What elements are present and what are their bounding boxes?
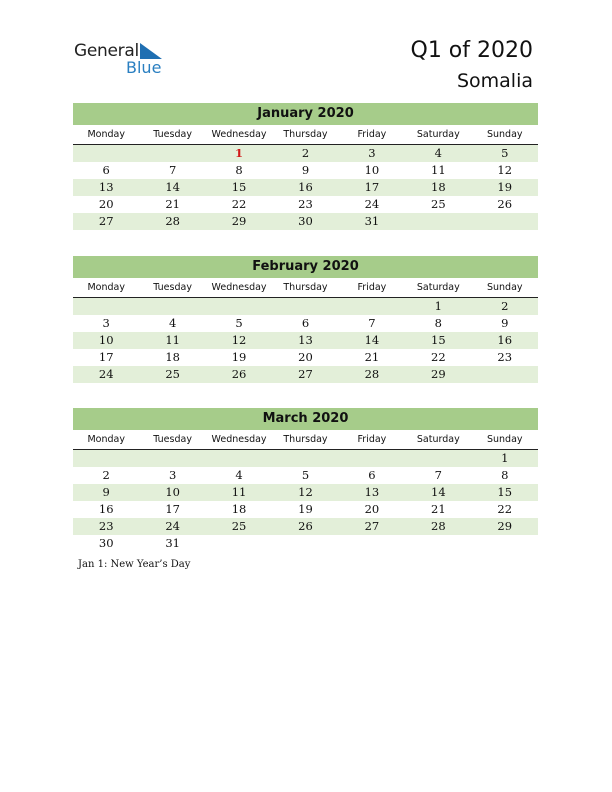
day-cell: 19: [497, 180, 513, 194]
day-cell: 22: [431, 350, 446, 364]
day-cell: 17: [98, 350, 114, 364]
week-row: [73, 298, 538, 315]
day-cell: 16: [98, 502, 114, 516]
day-cell: 12: [231, 333, 247, 347]
day-cell: 6: [102, 163, 110, 177]
day-cell: 9: [501, 316, 509, 330]
day-cell: [139, 298, 205, 315]
day-cell: 8: [235, 163, 243, 177]
week-row: [73, 145, 538, 162]
day-cell: 24: [364, 197, 380, 211]
day-cell: 4: [434, 146, 442, 160]
day-cell: 14: [165, 180, 180, 194]
day-cell: [139, 450, 205, 467]
day-cell: 25: [165, 367, 180, 381]
day-cell: 9: [102, 485, 110, 499]
day-cell: 22: [231, 197, 247, 211]
weekday-header-row: [73, 279, 538, 298]
day-cell: [405, 535, 471, 552]
day-cell: 9: [301, 163, 310, 177]
day-cell: [272, 450, 338, 467]
day-cell: [206, 298, 272, 315]
day-cell: 25: [231, 519, 247, 533]
day-cell: 15: [497, 485, 513, 499]
weekday-label: Sunday: [486, 282, 523, 293]
day-cell: 3: [368, 146, 376, 160]
day-cell: 27: [364, 519, 380, 533]
day-cell: 4: [235, 468, 243, 482]
weekday-label: Wednesday: [211, 282, 267, 293]
day-cell: 29: [431, 367, 446, 381]
day-cell: 23: [298, 197, 313, 211]
day-cell: 24: [165, 519, 180, 533]
day-cell: 30: [98, 536, 114, 550]
day-cell: 17: [165, 502, 180, 516]
day-cell: [206, 450, 272, 467]
month-title: February 2020: [73, 256, 538, 278]
day-cell: 28: [364, 367, 380, 381]
week-row: [73, 315, 538, 332]
day-cell: [339, 450, 405, 467]
day-cell: 18: [165, 350, 180, 364]
day-cell: 20: [98, 197, 114, 211]
day-cell: [272, 535, 338, 552]
day-cell: 15: [231, 180, 247, 194]
weekday-label: Thursday: [283, 129, 328, 140]
weekday-label: Monday: [87, 129, 125, 140]
day-cell: 26: [497, 197, 513, 211]
day-cell: [272, 298, 338, 315]
day-cell: 7: [168, 163, 177, 177]
week-row: [73, 501, 538, 518]
day-cell: 11: [431, 163, 446, 177]
day-cell: 31: [364, 214, 380, 228]
page-title: Q1 of 2020: [410, 38, 533, 63]
month-january: [73, 103, 538, 230]
day-cell: 16: [298, 180, 313, 194]
weekday-label: Tuesday: [153, 434, 192, 445]
day-cell: 25: [431, 197, 446, 211]
weekday-label: Friday: [357, 434, 387, 445]
weekday-label: Saturday: [416, 434, 460, 445]
day-cell: 11: [231, 485, 247, 499]
country-name: Somalia: [456, 70, 533, 92]
day-cell: 10: [98, 333, 114, 347]
day-cell: 18: [231, 502, 247, 516]
weekday-label: Friday: [357, 282, 387, 293]
day-cell: 13: [98, 180, 114, 194]
week-row: [73, 196, 538, 213]
day-cell: 20: [298, 350, 313, 364]
weekday-label: Saturday: [416, 129, 460, 140]
day-cell: [472, 213, 538, 230]
day-cell: [73, 450, 139, 467]
weekday-label: Saturday: [416, 282, 460, 293]
day-cell: 31: [165, 536, 180, 550]
weekday-label: Wednesday: [211, 129, 267, 140]
weekday-label: Thursday: [283, 434, 328, 445]
day-cell: [139, 145, 205, 162]
week-row: [73, 535, 538, 552]
day-cell: 20: [364, 502, 380, 516]
day-cell: 19: [298, 502, 313, 516]
weekday-label: Sunday: [486, 434, 523, 445]
day-cell: 5: [235, 316, 243, 330]
day-cell: 10: [165, 485, 180, 499]
week-row: [73, 518, 538, 535]
day-cell: 22: [497, 502, 513, 516]
day-cell: 14: [364, 333, 380, 347]
day-cell: 13: [364, 485, 380, 499]
day-cell: 28: [165, 214, 180, 228]
day-cell: [339, 535, 405, 552]
day-cell: [206, 535, 272, 552]
holiday-note: Jan 1: New Year’s Day: [78, 559, 191, 570]
day-cell: [73, 145, 139, 162]
day-cell: 21: [364, 350, 380, 364]
day-cell: 27: [98, 214, 114, 228]
day-cell: 7: [368, 316, 376, 330]
week-row: [73, 332, 538, 349]
day-cell: 14: [431, 485, 446, 499]
day-cell: 18: [431, 180, 446, 194]
day-cell: 21: [165, 197, 180, 211]
day-cell: 19: [231, 350, 247, 364]
day-cell: 29: [497, 519, 513, 533]
day-cell: 3: [102, 316, 110, 330]
weekday-header-row: [73, 126, 538, 145]
weekday-label: Sunday: [486, 129, 523, 140]
day-cell: 13: [298, 333, 313, 347]
day-cell: 4: [168, 316, 177, 330]
day-cell: 2: [301, 146, 310, 160]
week-row: [73, 467, 538, 484]
day-cell: 6: [301, 316, 310, 330]
day-cell: 24: [98, 367, 114, 381]
day-cell: [405, 213, 471, 230]
day-cell: 11: [165, 333, 180, 347]
day-cell: 17: [364, 180, 380, 194]
day-cell: [472, 366, 538, 383]
day-cell: 23: [98, 519, 114, 533]
day-cell: 12: [497, 163, 513, 177]
day-cell: 30: [298, 214, 313, 228]
day-cell: 8: [434, 316, 442, 330]
logo-triangle-icon: [140, 43, 162, 59]
week-row: [73, 484, 538, 501]
day-cell: 15: [431, 333, 446, 347]
week-row: [73, 450, 538, 467]
weekday-label: Wednesday: [211, 434, 267, 445]
day-cell: [405, 450, 471, 467]
day-cell: [339, 298, 405, 315]
week-row: [73, 213, 538, 230]
weekday-label: Thursday: [283, 282, 328, 293]
day-cell: 10: [364, 163, 380, 177]
logo-text-blue: Blue: [126, 58, 162, 77]
day-cell: [472, 535, 538, 552]
month-title: March 2020: [73, 408, 538, 430]
brand-logo: [74, 41, 174, 81]
month-february: [73, 256, 538, 383]
day-cell: 23: [497, 350, 513, 364]
weekday-label: Tuesday: [153, 129, 192, 140]
day-cell: 1: [434, 299, 442, 313]
day-cell: 2: [102, 468, 110, 482]
logo-text-general: General: [74, 41, 139, 61]
day-cell: 16: [497, 333, 513, 347]
day-cell: 26: [231, 367, 247, 381]
week-row: [73, 366, 538, 383]
day-cell: 28: [431, 519, 446, 533]
weekday-label: Monday: [87, 282, 125, 293]
day-cell: 26: [298, 519, 313, 533]
day-cell: 3: [168, 468, 177, 482]
week-row: [73, 349, 538, 366]
day-cell: 12: [298, 485, 313, 499]
day-cell: [73, 298, 139, 315]
holiday-day-cell: 1: [235, 146, 244, 160]
day-cell: 27: [298, 367, 313, 381]
month-march: [73, 408, 538, 552]
week-row: [73, 179, 538, 196]
day-cell: 21: [431, 502, 446, 516]
day-cell: 5: [501, 146, 509, 160]
weekday-label: Tuesday: [153, 282, 192, 293]
day-cell: 1: [501, 451, 509, 465]
day-cell: 7: [434, 468, 442, 482]
day-cell: 2: [501, 299, 509, 313]
day-cell: 5: [301, 468, 310, 482]
day-cell: 8: [501, 468, 509, 482]
day-cell: 29: [231, 214, 247, 228]
day-cell: 6: [368, 468, 376, 482]
weekday-label: Friday: [357, 129, 387, 140]
weekday-label: Monday: [87, 434, 125, 445]
week-row: [73, 162, 538, 179]
weekday-header-row: [73, 431, 538, 450]
month-title: January 2020: [73, 103, 538, 125]
